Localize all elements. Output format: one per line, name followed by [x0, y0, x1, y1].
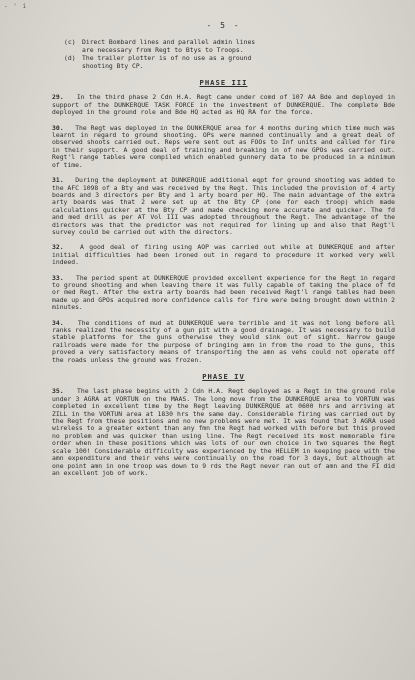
- paragraph-number: 31.: [52, 176, 64, 185]
- paragraph-30: [52, 125, 395, 169]
- list-marker: (d): [64, 54, 76, 63]
- list-item: [52, 39, 395, 54]
- paragraph-text: A good deal of firing using AOP was carried out while at DUNKERQUE and after initial difficulties had been ironed out in regard to procedure it worked very well indeed.: [52, 243, 395, 267]
- paragraph-text: During the deployment at DUNKERQUE additional eqpt for ground shooting was added to the AFC 1098 of a Bty and was received by the Regt. This included the provision of 4 arty boards and 3 directors per Bty and 1 arty board per HQ. The main advantage of the extra arty boards was that 2 were set up at the Bty CP (one for each troop) which made calculations quicker at the Bty CP and made checking more accurate and quicker. The fd and med drill as per AT Vol III was adopted throughout the Regt. The advantage of the directors was that the predictor was not required for lining up and also that Regt'l survey could be carried out with the directors.: [52, 176, 395, 236]
- corner-mark: - ' i: [4, 3, 28, 10]
- paragraph-number: 29.: [52, 93, 64, 102]
- paragraph-number: 30.: [52, 123, 64, 132]
- paragraph-33: [52, 275, 395, 312]
- paragraph-number: 34.: [52, 318, 64, 327]
- paragraph-text: The last phase begins with 2 Cdn H.A. Regt deployed as a Regt in the ground role under 3 AGRA at VORTUN on the MAAS. The long move from the DUNKERQUE area to VORTUN was completed in excellent time by the Regt leaving DUNKERQUE at 0600 hrs and arriving at ZILL in the VORTUN area at 1830 hrs the same day. Considerable firing was carried out by the Regt from these positions and no new problems were met. It was found that 3 AGRA used wireless to a greater extent than any fmn the Regt had worked with before but this proved no problem and was quicker than using line. The Regt received its most memorable fire order when in these positions which was lots of our own choice in two squares the Regt scale 100! Considerable difficulty was experienced by the HELLEM in keeping pace with the amn expenditure and their vehs were continually on the road for 3 days, but although at one point amn in one troop was down to 9 rds the Regt never ran out of amn and the FI did an excellent job of work.: [52, 387, 395, 477]
- paragraph-text: The conditions of mud at DUNKERQUE were terrible and it was not long before all ranks realized the necessity of a gun pit with a good drainage. It was necessary to build stable platforms for the guns otherwise they would sink out of sight. Narrow gauge railroads were made for the purpose of bringing amn in from the road to the guns, this proved a very satisfactory means of transporting the amn as vehs could not operate off the roads unless the ground was frozen.: [52, 318, 395, 364]
- paragraph-number: 32.: [52, 243, 64, 252]
- paragraph-number: 33.: [52, 273, 64, 282]
- phase-iii-heading: PHASE III: [199, 78, 248, 88]
- list-marker: (c): [64, 38, 76, 47]
- paragraph-29: [52, 94, 395, 116]
- list-text: The trailer plotter is of no use as a ground shooting Bty CP.: [82, 54, 252, 70]
- list-text: Direct Bombard lines and parallel admin lines are necessary from Regt to Btys to Troops.: [82, 38, 256, 54]
- page-number: - 5 -: [206, 21, 241, 30]
- paragraph-34: [52, 320, 395, 364]
- paragraph-text: In the third phase 2 Cdn H.A. Regt came under comd of 107 AA Bde and deployed in support of the DUNKERQUE TASK FORCE in the investment of DUNKERQUE. The complete Bde deployed in the ground role and Bde HQ acted as HQ RA for the force.: [52, 93, 395, 117]
- paragraph-35: [52, 388, 395, 477]
- list-item: [52, 55, 395, 70]
- list-items: [52, 39, 395, 70]
- phase-iv-heading: PHASE IV: [202, 372, 245, 382]
- paragraph-text: The period spent at DUNKERQUE provided excellent experience for the Regt in regard to ground shooting and when leaving there it was fully capable of taking the place of fd or med Regt. After the extra arty boards had been received Regt'l range tables had been made up and GPOs acquired more confidence calls for fire were being brought down within 2 minutes.: [52, 273, 396, 312]
- paragraph-31: [52, 177, 395, 236]
- paragraph-32: [52, 244, 395, 266]
- paragraph-number: 35.: [52, 387, 64, 396]
- paragraph-text: The Regt was deployed in the DUNKERQUE area for 4 months during which time much was learnt in regard to ground shooting. OPs were manned continually and a great deal of observed shoots carried out. Reps were sent out as FOOs to Inf units and called for fire in their support. A good deal of training and breaking in of new GPOs was carried out. Regt'l range tables were compiled which enabled gunnery data to be produced in a minimum of time.: [52, 123, 395, 169]
